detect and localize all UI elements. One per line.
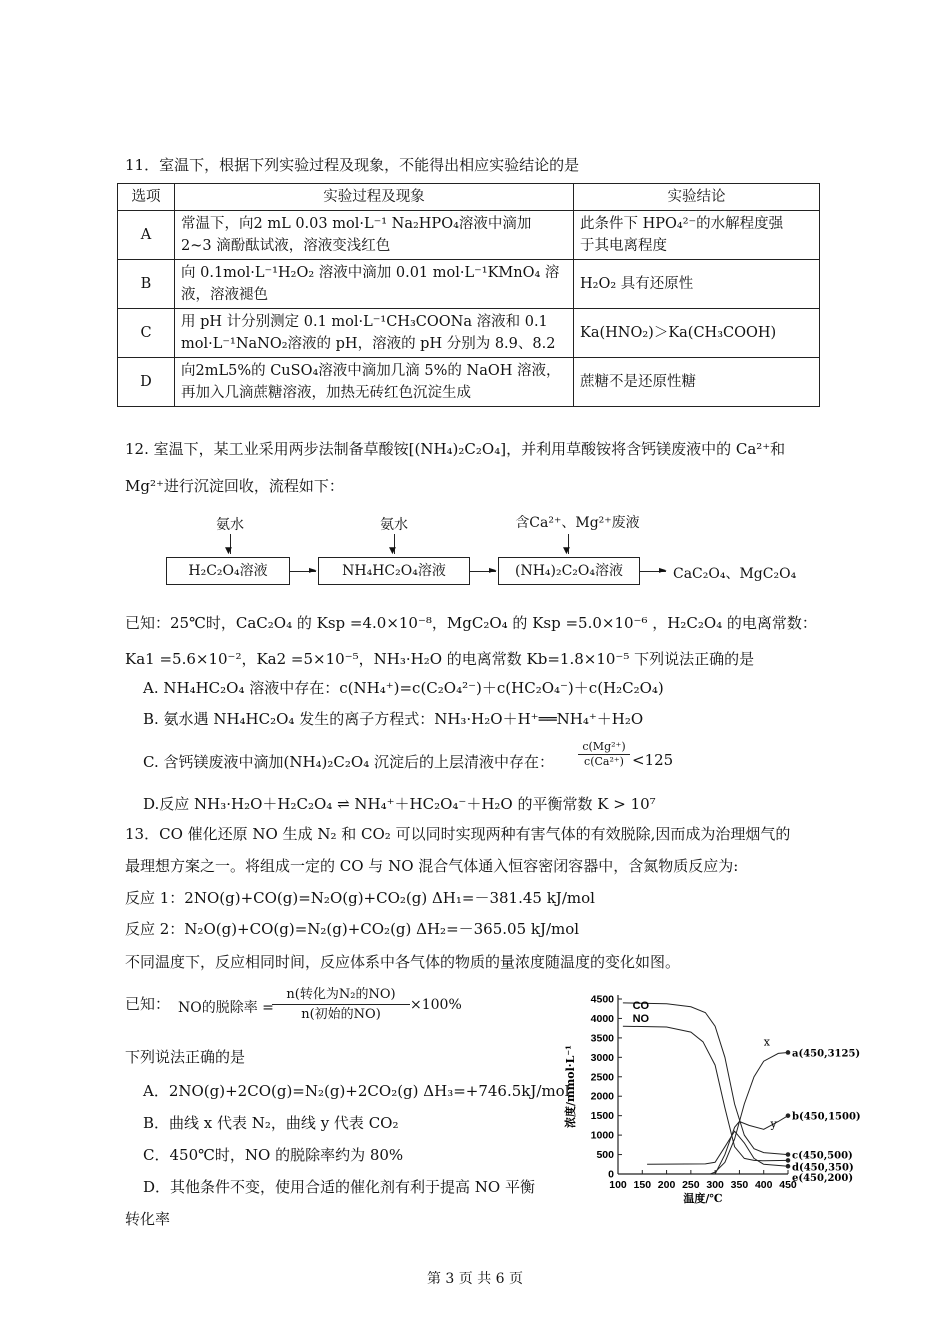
point-annotation-a: a(450,3125): [792, 1048, 861, 1060]
y-tick-label: 3000: [590, 1051, 614, 1064]
flow-reagent-waste: 含Ca²⁺、Mg²⁺废液: [515, 515, 640, 531]
process-line: 向2mL5%的 CuSO₄溶液中滴加几滴 5%的 NaOH 溶液，: [181, 363, 561, 379]
page-footer: 第 3 页 共 6 页: [426, 1271, 524, 1287]
point-annotation-d: d(450,350): [792, 1162, 854, 1174]
q12-option-c: C. 含钙镁废液中滴加(NH₄)₂C₂O₄ 沉淀后的上层清液中存在：: [143, 753, 554, 771]
y-tick-label: 4500: [590, 993, 614, 1006]
q13-option-b: B．曲线 x 代表 N₂，曲线 y 代表 CO₂: [143, 1114, 399, 1132]
series-label-no: NO: [632, 1013, 650, 1026]
point-annotation-e: e(450,200): [792, 1173, 854, 1185]
table-row: [118, 358, 820, 407]
q11-table: [117, 183, 820, 407]
table-row: [118, 309, 820, 358]
conclusion-cell: Ka(HNO₂)＞Ka(CH₃COOH): [574, 309, 820, 358]
q13-known-label: 已知：: [125, 995, 171, 1013]
ratio-bound: <125: [632, 751, 674, 769]
y-tick-label: 4000: [590, 1012, 614, 1025]
series-endpoint: [786, 1113, 791, 1118]
x-tick-label: 350: [730, 1179, 749, 1191]
process-line: 液，溶液褪色: [181, 287, 268, 303]
process-line: 向 0.1mol·L⁻¹H₂O₂ 溶液中滴加 0.01 mol·L⁻¹KMnO₄ 溶: [181, 265, 560, 281]
x-tick-label: 150: [633, 1179, 652, 1191]
x-tick-label: 450: [779, 1179, 797, 1191]
process-line: mol·L⁻¹NaNO₂溶液的 pH，溶液的 pH 分别为 8.9、8.2: [181, 336, 556, 352]
flow-box-ammonium-hydrogen-oxalate: NH₄HC₂O₄溶液: [318, 557, 470, 585]
q13-option-c: C．450℃时，NO 的脱除率约为 80%: [143, 1146, 404, 1164]
table-row: [118, 211, 820, 260]
table-header: 实验结论: [574, 184, 820, 211]
conclusion-cell: H₂O₂ 具有还原性: [574, 260, 820, 309]
arrow-head-icon: ►: [659, 565, 667, 576]
x-tick-label: 200: [657, 1179, 676, 1191]
process-line: 再加入几滴蔗糖溶液，加热无砖红色沉淀生成: [181, 385, 471, 401]
y-tick-label: 1500: [590, 1110, 614, 1123]
option-cell: D: [118, 358, 175, 407]
q12-stem-line1: 12. 室温下，某工业采用两步法制备草酸铵[(NH₄)₂C₂O₄]，并利用草酸铵将含钙镁废液中的 Ca²⁺和: [125, 440, 786, 458]
table-header: 选项: [118, 184, 175, 211]
process-cell: [175, 260, 574, 309]
process-cell: [175, 211, 574, 260]
arrow-head-icon: ►: [489, 565, 497, 576]
removal-rate-tail: ×100%: [410, 997, 462, 1013]
option-cell: A: [118, 211, 175, 260]
flow-reagent-ammonia-2: 氨水: [380, 517, 408, 533]
y-tick-label: 2500: [590, 1071, 614, 1084]
conclusion-line: 此条件下 HPO₄²⁻的水解程度强: [580, 216, 784, 232]
series-endpoint: [786, 1158, 791, 1163]
flow-box-oxalic-acid: H₂C₂O₄溶液: [166, 557, 290, 585]
ratio-fraction: [578, 740, 630, 769]
q13-stem-line2: 最理想方案之一。将组成一定的 CO 与 NO 混合气体通入恒容密闭容器中，含氮物质反应为:: [125, 857, 739, 875]
process-line: 2~3 滴酚酞试液，溶液变浅红色: [181, 238, 391, 254]
series-label-y: y: [770, 1117, 777, 1131]
series-endpoint: [786, 1152, 791, 1157]
q13-ask: 下列说法正确的是: [125, 1048, 246, 1066]
q13-stem-line3: 不同温度下，反应相同时间，反应体系中各气体的物质的量浓度随温度的变化如图。: [125, 953, 681, 971]
removal-rate-numerator: n(转化为N₂的NO): [286, 987, 396, 1002]
q12-option-b: B. 氨水遇 NH₄HC₂O₄ 发生的离子方程式：NH₃·H₂O＋H⁺══NH₄⁺＋H₂O: [143, 710, 644, 728]
ratio-numerator: c(Mg²⁺): [582, 740, 626, 753]
option-cell: B: [118, 260, 175, 309]
y-tick-label: 0: [608, 1168, 614, 1181]
q13-option-d-line1: D．其他条件不变，使用合适的催化剂有利于提高 NO 平衡: [143, 1178, 535, 1196]
flow-box-ammonium-oxalate: (NH₄)₂C₂O₄溶液: [498, 557, 640, 585]
arrow-head-icon: ▼: [225, 546, 232, 556]
process-cell: [175, 309, 574, 358]
series-endpoint: [786, 1164, 791, 1169]
arrow-head-icon: ►: [309, 565, 317, 576]
process-cell: [175, 358, 574, 407]
q13-option-a: A．2NO(g)+2CO(g)=N₂(g)+2CO₂(g) ΔH₃=+746.5kJ/mol: [143, 1082, 570, 1100]
q11-stem: 11．室温下，根据下列实验过程及现象，不能得出相应实验结论的是: [125, 156, 580, 174]
conclusion-cell: [574, 211, 820, 260]
ratio-denominator: c(Ca²⁺): [578, 754, 630, 769]
removal-rate-label: NO的脱除率 =: [178, 1000, 274, 1016]
point-annotation-c: c(450,500): [792, 1150, 853, 1162]
q13-stem-line1: 13．CO 催化还原 NO 生成 N₂ 和 CO₂ 可以同时实现两种有害气体的有效脱除,因而成为治理烟气的: [125, 825, 791, 843]
option-cell: C: [118, 309, 175, 358]
removal-rate-fraction: [272, 985, 410, 1024]
x-tick-label: 400: [754, 1179, 773, 1191]
series-line-x: [710, 1053, 788, 1175]
x-tick-label: 100: [609, 1179, 627, 1191]
y-tick-label: 500: [596, 1149, 614, 1162]
x-tick-label: 300: [706, 1179, 724, 1191]
table-header-row: [118, 184, 820, 211]
q13-option-d-line2: 转化率: [125, 1210, 171, 1228]
table-header: 实验过程及现象: [175, 184, 574, 211]
conclusion-cell: 蔗糖不是还原性糖: [574, 358, 820, 407]
q13-reaction-1: 反应 1：2NO(g)+CO(g)=N₂O(g)+CO₂(g) ΔH₁=－381.45 kJ/mol: [125, 889, 595, 907]
y-tick-label: 1000: [590, 1129, 614, 1142]
point-annotation-b: b(450,1500): [792, 1111, 861, 1123]
conclusion-line: 于其电离程度: [580, 238, 667, 254]
x-axis-label: 温度/℃: [683, 1192, 723, 1205]
x-tick-label: 250: [682, 1179, 700, 1191]
q12-stem-line2: Mg²⁺进行沉淀回收，流程如下：: [125, 477, 344, 495]
q13-reaction-2: 反应 2：N₂O(g)+CO(g)=N₂(g)+CO₂(g) ΔH₂=－365.05 kJ/mol: [125, 920, 580, 938]
process-line: 用 pH 计分别测定 0.1 mol·L⁻¹CH₃COONa 溶液和 0.1: [181, 314, 548, 330]
table-row: [118, 260, 820, 309]
y-tick-label: 3500: [590, 1032, 614, 1045]
series-line-CO: [623, 1003, 788, 1155]
flow-product: CaC₂O₄、MgC₂O₄: [673, 566, 797, 582]
q12-known-line2: Ka1 =5.6×10⁻²，Ka2 =5×10⁻⁵，NH₃·H₂O 的电离常数 Kb=1.8×10⁻⁵ 下列说法正确的是: [125, 650, 755, 668]
q12-option-d: D.反应 NH₃·H₂O＋H₂C₂O₄ ⇌ NH₄⁺＋HC₂O₄⁻＋H₂O 的平衡常数 K > 10⁷: [143, 795, 656, 813]
q12-option-a: A. NH₄HC₂O₄ 溶液中存在：c(NH₄⁺)=c(C₂O₄²⁻)＋c(HC₂O₄⁻)＋c(H₂C₂O₄): [143, 679, 664, 697]
arrow-head-icon: ▼: [563, 546, 570, 556]
process-line: 常温下，向2 mL 0.03 mol·L⁻¹ Na₂HPO₄溶液中滴加: [181, 216, 532, 232]
removal-rate-denominator: n(初始的NO): [272, 1004, 410, 1024]
y-tick-label: 2000: [590, 1090, 614, 1103]
y-axis-label: 浓度/mmol·L⁻¹: [564, 1045, 577, 1128]
concentration-temperature-chart: [560, 988, 861, 1228]
arrow-head-icon: ▼: [389, 546, 396, 556]
series-endpoint: [786, 1050, 791, 1055]
series-label-x: x: [763, 1035, 770, 1049]
series-label-co: CO: [632, 1000, 650, 1012]
flow-reagent-ammonia-1: 氨水: [216, 517, 244, 533]
q12-known-line1: 已知：25℃时，CaC₂O₄ 的 Ksp =4.0×10⁻⁸，MgC₂O₄ 的 Ksp =5.0×10⁻⁶ ，H₂C₂O₄ 的电离常数：: [125, 614, 817, 632]
